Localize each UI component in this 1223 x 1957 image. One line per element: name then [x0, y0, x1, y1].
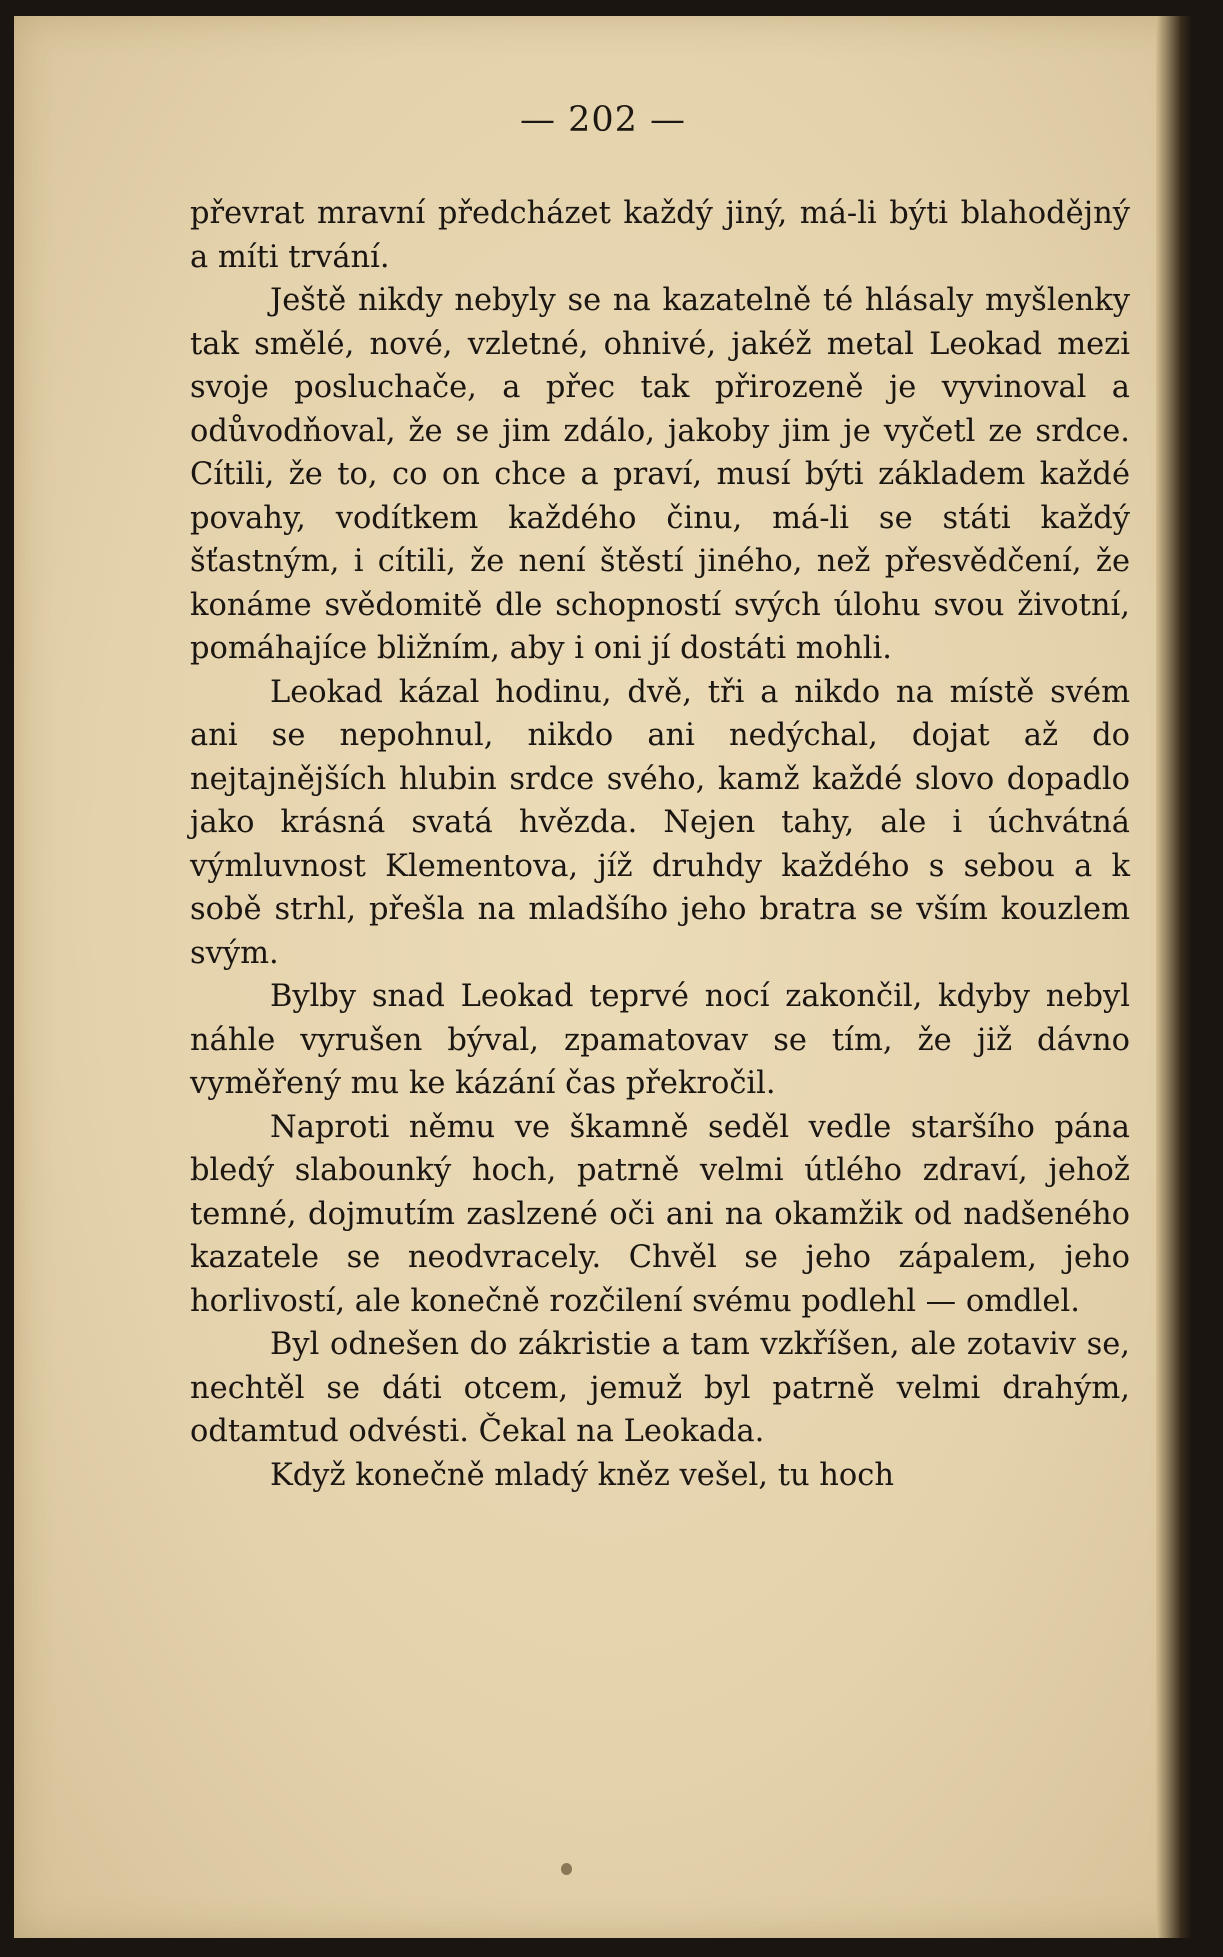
- book-page: [14, 16, 1192, 1938]
- paragraph-7: Když konečně mladý kněz vešel, tu hoch: [270, 1457, 895, 1493]
- paragraph-2: Ještě nikdy nebyly se na kazatelně té hlásaly myšlenky tak smělé, nové, vzletné, ohnivé, jakéž metal Leokad mezi svoje posluchače, a přec tak přirozeně je vyvinoval a odůvodňoval, že se jim zdálo, jakoby jim je vyčetl ze srdce. Cítili, že to, co on chce a praví, musí býti základem každé povahy, vodítkem každého činu, má-li se státi každý šťastným, i cítili, že není štěstí jiného, než přesvědčení, že konáme svědomitě dle schopností svých úlohu svou životní, pomáhajíce bližním, aby i oni jí dostáti mohli.: [190, 283, 1130, 666]
- paragraph-1: převrat mravní předcházet každý jiný, má-li býti blahodějný a míti trvání.: [190, 196, 1130, 275]
- body-text: [190, 192, 1130, 1497]
- ink-speck: [561, 1863, 572, 1875]
- page-edge: [1156, 16, 1192, 1938]
- paragraph-6: Byl odnešen do zákristie a tam vzkříšen, ale zotaviv se, nechtěl se dáti otcem, jemuž byl patrně velmi drahým, odtamtud odvésti. Čekal na Leokada.: [190, 1327, 1130, 1449]
- paragraph-4: Bylby snad Leokad teprvé nocí zakončil, kdyby nebyl náhle vyrušen býval, zpamatovav se tím, že již dávno vyměřený mu ke kázání čas překročil.: [190, 979, 1130, 1101]
- paragraph-3: Leokad kázal hodinu, dvě, tři a nikdo na místě svém ani se nepohnul, nikdo ani nedýchal, dojat až do nejtajnějších hlubin srdce svého, kamž každé slovo dopadlo jako krásná svatá hvězda. Nejen tahy, ale i úchvátná výmluvnost Klementova, jíž druhdy každého s sebou a k sobě strhl, přešla na mladšího jeho bratra se vším kouzlem svým.: [190, 674, 1130, 971]
- page-number: — 202 —: [519, 100, 687, 140]
- paragraph-5: Naproti němu ve škamně seděl vedle staršího pána bledý slabounký hoch, patrně velmi útlého zdraví, jehož temné, dojmutím zaslzené oči ani na okamžik od nadšeného kazatele se neodvracely. Chvěl se jeho zápalem, jeho horlivostí, ale konečně rozčilení svému podlehl — omdlel.: [190, 1109, 1130, 1319]
